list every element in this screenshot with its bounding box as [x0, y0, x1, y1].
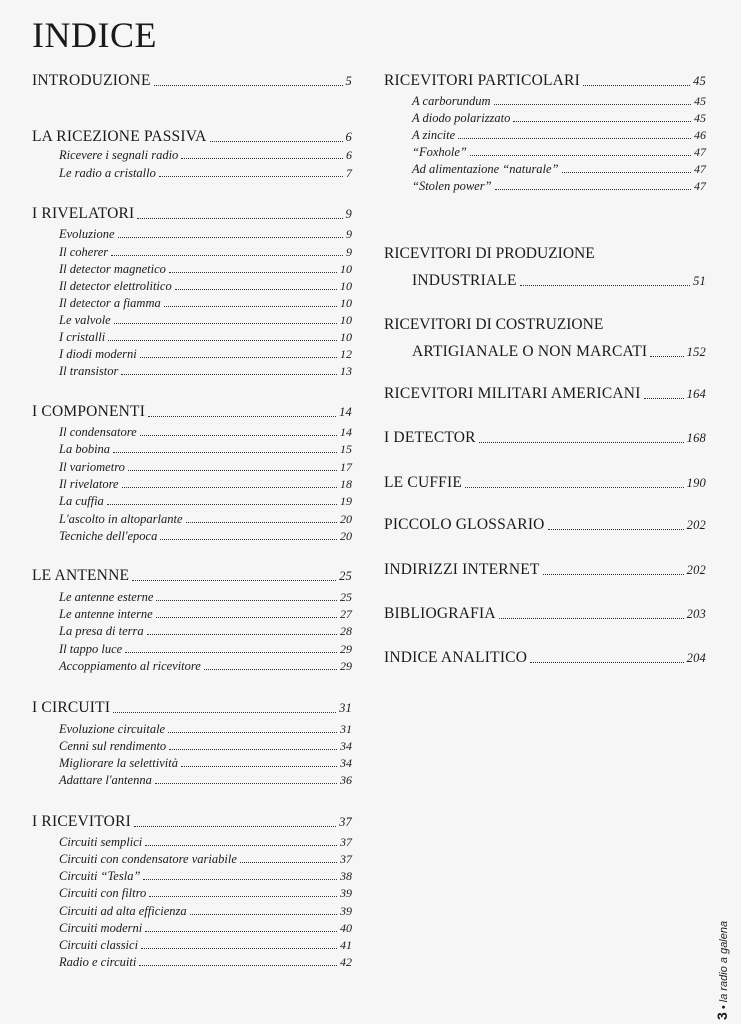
toc-entry-label: Il transistor: [59, 364, 119, 378]
toc-page-number: 39: [340, 904, 352, 918]
toc-entry-label: Circuiti “Tesla”: [59, 869, 141, 883]
toc-entry-label: Il condensatore: [59, 425, 137, 439]
toc-entry-label: Circuiti con condensatore variabile: [59, 852, 237, 866]
toc-section-entry: [412, 343, 706, 361]
toc-entry-label: I RIVELATORI: [32, 205, 135, 222]
toc-subentry: [59, 886, 352, 901]
toc-page-number: 10: [340, 279, 352, 293]
toc-entry-label: Il tappo luce: [59, 642, 123, 656]
toc-entry-label: RICEVITORI MILITARI AMERICANI: [384, 385, 641, 402]
toc-subentry: [412, 179, 706, 194]
dot-leader: [650, 356, 683, 357]
dot-leader: [160, 539, 337, 540]
dot-leader: [108, 340, 337, 341]
toc-subentry: [412, 128, 706, 143]
toc-subentry: [59, 529, 352, 544]
dot-leader: [240, 862, 337, 863]
toc-page-number: 12: [340, 347, 352, 361]
dot-leader: [494, 104, 691, 105]
toc-page-number: 47: [694, 162, 706, 176]
dot-leader: [140, 435, 337, 436]
toc-subentry: [59, 245, 352, 260]
toc-entry-label: Le antenne esterne: [59, 590, 154, 604]
dot-leader: [168, 732, 337, 733]
toc-entry-label: I cristalli: [59, 330, 106, 344]
toc-page-number: 14: [339, 405, 352, 419]
toc-page-number: 10: [340, 330, 352, 344]
toc-page-number: 40: [340, 921, 352, 935]
toc-subentry: [59, 442, 352, 457]
toc-entry-label: A diodo polarizzato: [412, 111, 511, 125]
dot-leader: [164, 306, 337, 307]
toc-page-number: 18: [340, 477, 352, 491]
toc-subentry: [59, 347, 352, 362]
toc-page-number: 152: [686, 345, 706, 359]
dot-leader: [141, 948, 337, 949]
toc-page-number: 164: [686, 387, 706, 401]
toc-entry-label: L'ascolto in altoparlante: [59, 512, 183, 526]
toc-entry-label: Le antenne interne: [59, 607, 153, 621]
toc-entry-label: Il detector a fiamma: [59, 296, 161, 310]
toc-page-number: 202: [686, 518, 706, 532]
toc-page-number: 47: [694, 145, 706, 159]
toc-page-number: 37: [340, 835, 352, 849]
toc-subentry: [59, 425, 352, 440]
toc-entry-label: Il detector elettrolitico: [59, 279, 172, 293]
toc-page-number: 6: [345, 130, 352, 144]
dot-leader: [134, 826, 336, 827]
toc-entry-label: Migliorare la selettività: [59, 756, 178, 770]
toc-section-entry: [32, 403, 352, 421]
toc-page-number: 10: [340, 313, 352, 327]
dot-leader: [156, 617, 337, 618]
toc-entry-label: Accoppiamento al ricevitore: [59, 659, 201, 673]
toc-page-number: 28: [340, 624, 352, 638]
dot-leader: [125, 652, 337, 653]
toc-page-number: 46: [694, 128, 706, 142]
toc-subentry: [59, 330, 352, 345]
dot-leader: [156, 600, 337, 601]
toc-subentry: [59, 262, 352, 277]
toc-entry-label: ARTIGIANALE O NON MARCATI: [412, 343, 648, 360]
toc-page-number: 19: [340, 494, 352, 508]
dot-leader: [644, 398, 684, 399]
dot-leader: [210, 141, 343, 142]
toc-subentry: [59, 921, 352, 936]
toc-subentry: [59, 904, 352, 919]
toc-entry-label: Le radio a cristallo: [59, 166, 156, 180]
dot-leader: [479, 442, 684, 443]
toc-subentry: [59, 773, 352, 788]
toc-page-number: 34: [340, 756, 352, 770]
toc-section-entry: [384, 561, 706, 579]
toc-page-number: 25: [340, 590, 352, 604]
toc-subentry: [412, 145, 706, 160]
toc-entry-label: La cuffia: [59, 494, 104, 508]
toc-entry-label: A carborundum: [412, 94, 491, 108]
toc-section-entry: [384, 516, 706, 534]
toc-entry-label: INDIRIZZI INTERNET: [384, 561, 540, 578]
dot-leader: [159, 176, 343, 177]
toc-entry-label: I DETECTOR: [384, 429, 476, 446]
toc-section-entry: [384, 474, 706, 492]
toc-entry-label: Circuiti classici: [59, 938, 139, 952]
toc-page-number: 14: [340, 425, 352, 439]
toc-entry-label: I COMPONENTI: [32, 403, 146, 420]
toc-entry-label: INTRODUZIONE: [32, 72, 151, 89]
toc-page-number: 45: [694, 111, 706, 125]
toc-subentry: [59, 938, 352, 953]
toc-subentry: [412, 162, 706, 177]
toc-subentry: [59, 166, 352, 181]
dot-leader: [154, 85, 343, 86]
toc-entry-label: Ad alimentazione “naturale”: [412, 162, 559, 176]
toc-subentry: [412, 111, 706, 126]
toc-page-number: 6: [346, 148, 352, 162]
toc-page-number: 36: [340, 773, 352, 787]
toc-section-entry: [412, 272, 706, 290]
toc-page-number: 7: [346, 166, 352, 180]
page-title: INDICE: [32, 15, 157, 55]
toc-entry-label: Il coherer: [59, 245, 109, 259]
toc-subentry: [59, 313, 352, 328]
dot-leader: [520, 285, 690, 286]
toc-entry-label: Cenni sul rendimento: [59, 739, 167, 753]
toc-subentry: [59, 659, 352, 674]
toc-page-number: 34: [340, 739, 352, 753]
dot-leader: [190, 914, 337, 915]
toc-entry-label: La bobina: [59, 442, 111, 456]
toc-entry-label: Ricevere i segnali radio: [59, 148, 179, 162]
toc-page-number: 38: [340, 869, 352, 883]
toc-subentry: [59, 607, 352, 622]
dot-leader: [128, 470, 337, 471]
toc-subentry: [59, 835, 352, 850]
toc-page-number: 204: [686, 651, 706, 665]
dot-leader: [495, 189, 691, 190]
dot-leader: [147, 634, 337, 635]
toc-page-number: 9: [346, 227, 352, 241]
running-footer: [714, 890, 734, 1020]
dot-leader: [149, 896, 337, 897]
dot-leader: [169, 749, 337, 750]
toc-subentry: [59, 227, 352, 242]
toc-subentry: [59, 739, 352, 754]
toc-section-entry: [32, 205, 352, 223]
toc-entry-label: INDICE ANALITICO: [384, 649, 528, 666]
toc-page-number: 168: [686, 431, 706, 445]
toc-entry-label: Circuiti semplici: [59, 835, 143, 849]
toc-section-entry: [32, 699, 352, 717]
toc-page-number: 37: [339, 815, 352, 829]
toc-subentry: [59, 512, 352, 527]
toc-entry-label: Il detector magnetico: [59, 262, 166, 276]
toc-page-number: 29: [340, 642, 352, 656]
toc-entry-label: La presa di terra: [59, 624, 144, 638]
dot-leader: [562, 172, 691, 173]
toc-subentry: [59, 852, 352, 867]
toc-subentry: [59, 477, 352, 492]
toc-entry-label: RICEVITORI PARTICOLARI: [384, 72, 580, 89]
dot-leader: [169, 272, 337, 273]
toc-section-entry: [384, 605, 706, 623]
toc-heading: RICEVITORI DI PRODUZIONE: [384, 245, 595, 262]
toc-subentry: [59, 955, 352, 970]
toc-entry-label: “Stolen power”: [412, 179, 492, 193]
toc-section-entry: [384, 72, 706, 90]
toc-entry-label: PICCOLO GLOSSARIO: [384, 516, 545, 533]
toc-heading: RICEVITORI DI COSTRUZIONE: [384, 316, 604, 333]
toc-entry-label: Evoluzione circuitale: [59, 722, 166, 736]
dot-leader: [181, 766, 337, 767]
toc-page-number: 202: [686, 563, 706, 577]
toc-page-number: 5: [345, 74, 352, 88]
dot-leader: [121, 374, 337, 375]
dot-leader: [111, 255, 343, 256]
toc-entry-label: “Foxhole”: [412, 145, 467, 159]
toc-page-number: 203: [686, 607, 706, 621]
dot-leader: [145, 931, 337, 932]
toc-entry-label: Adattare l'antenna: [59, 773, 152, 787]
toc-entry-label: Il variometro: [59, 460, 125, 474]
dot-leader: [530, 662, 684, 663]
toc-page-number: 20: [340, 512, 352, 526]
toc-page-number: 9: [345, 207, 352, 221]
toc-page-number: 10: [340, 296, 352, 310]
toc-page-number: 29: [340, 659, 352, 673]
toc-entry-label: Le valvole: [59, 313, 111, 327]
toc-subentry: [59, 364, 352, 379]
toc-entry-label: Evoluzione: [59, 227, 115, 241]
toc-page-number: 27: [340, 607, 352, 621]
toc-page-number: 10: [340, 262, 352, 276]
toc-section-entry: [32, 567, 352, 585]
toc-entry-label: I diodi moderni: [59, 347, 137, 361]
toc-entry-label: A zincite: [412, 128, 456, 142]
toc-page-number: 42: [340, 955, 352, 969]
page-number: 3: [714, 1012, 730, 1020]
dot-leader: [499, 618, 684, 619]
dot-leader: [470, 155, 691, 156]
toc-page-number: 41: [340, 938, 352, 952]
dot-leader: [132, 580, 336, 581]
dot-leader: [181, 158, 343, 159]
dot-leader: [140, 357, 337, 358]
toc-entry-label: Circuiti ad alta efficienza: [59, 904, 187, 918]
toc-page-number: 15: [340, 442, 352, 456]
toc-entry-label: LE CUFFIE: [384, 474, 463, 491]
dot-leader: [458, 138, 691, 139]
toc-section-entry: [384, 429, 706, 447]
dot-leader: [543, 574, 684, 575]
toc-section-entry: [384, 385, 706, 403]
toc-subentry: [59, 494, 352, 509]
dot-leader: [139, 965, 337, 966]
toc-page-number: 13: [340, 364, 352, 378]
dot-leader: [113, 712, 336, 713]
toc-page-number: 17: [340, 460, 352, 474]
toc-page-number: 37: [340, 852, 352, 866]
toc-entry-label: Circuiti con filtro: [59, 886, 147, 900]
toc-page-number: 47: [694, 179, 706, 193]
toc-page-number: 190: [686, 476, 706, 490]
toc-page-number: 31: [340, 722, 352, 736]
dot-leader: [175, 289, 337, 290]
toc-entry-label: BIBLIOGRAFIA: [384, 605, 496, 622]
toc-section-entry: [32, 813, 352, 831]
toc-subentry: [59, 296, 352, 311]
toc-page-number: 45: [693, 74, 706, 88]
toc-entry-label: Radio e circuiti: [59, 955, 137, 969]
dot-leader: [143, 879, 337, 880]
toc-subentry: [59, 624, 352, 639]
toc-page-number: 45: [694, 94, 706, 108]
dot-leader: [107, 504, 337, 505]
toc-page-number: 39: [340, 886, 352, 900]
dot-leader: [155, 783, 337, 784]
dot-leader: [137, 218, 342, 219]
dot-leader: [513, 121, 691, 122]
toc-section-entry: [32, 72, 352, 90]
toc-subentry: [59, 148, 352, 163]
toc-page-number: 9: [346, 245, 352, 259]
dot-leader: [186, 522, 337, 523]
toc-subentry: [59, 869, 352, 884]
dot-leader: [145, 845, 337, 846]
toc-entry-label: Tecniche dell'epoca: [59, 529, 158, 543]
dot-leader: [548, 529, 684, 530]
dot-leader: [204, 669, 337, 670]
toc-page-number: 31: [339, 701, 352, 715]
toc-entry-label: I RICEVITORI: [32, 813, 131, 830]
dot-leader: [122, 487, 337, 488]
toc-subentry: [59, 279, 352, 294]
dot-leader: [118, 237, 343, 238]
dot-leader: [465, 487, 684, 488]
dot-leader: [113, 452, 337, 453]
toc-subentry: [59, 722, 352, 737]
toc-subentry: [412, 94, 706, 109]
toc-subentry: [59, 756, 352, 771]
toc-section-entry: [384, 649, 706, 667]
toc-entry-label: LE ANTENNE: [32, 567, 130, 584]
dot-leader: [114, 323, 337, 324]
toc-subentry: [59, 590, 352, 605]
toc-subentry: [59, 642, 352, 657]
toc-entry-label: I CIRCUITI: [32, 699, 111, 716]
toc-page-number: 25: [339, 569, 352, 583]
toc-entry-label: LA RICEZIONE PASSIVA: [32, 128, 207, 145]
dot-leader: [583, 85, 690, 86]
toc-page-number: 20: [340, 529, 352, 543]
toc-subentry: [59, 460, 352, 475]
dot-leader: [148, 416, 336, 417]
book-title-caption: • la radio a galena: [718, 920, 730, 1010]
toc-entry-label: INDUSTRIALE: [412, 272, 517, 289]
toc-entry-label: Il rivelatore: [59, 477, 119, 491]
toc-page-number: 51: [693, 274, 706, 288]
toc-section-entry: [32, 128, 352, 146]
toc-entry-label: Circuiti moderni: [59, 921, 143, 935]
